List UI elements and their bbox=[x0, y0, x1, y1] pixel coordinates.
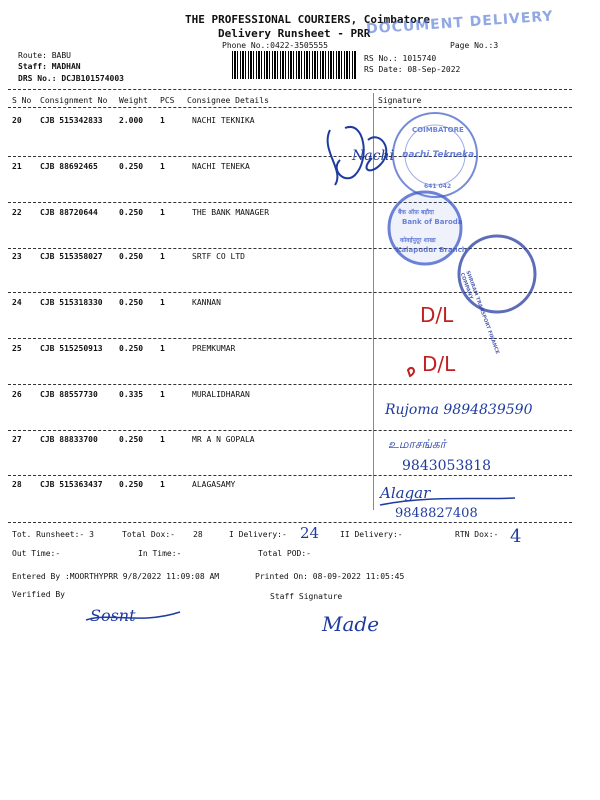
row25-mark bbox=[408, 368, 414, 376]
cell-weight: 0.250 bbox=[119, 480, 144, 489]
cell-consignment: CJB 515363437 bbox=[40, 480, 103, 489]
ii-delivery-label: II Delivery:- bbox=[340, 530, 403, 539]
row27-tamil-name: உமாசங்கர் bbox=[388, 437, 446, 451]
row25-dl-mark: D/L bbox=[422, 352, 456, 376]
cell-pcs: 1 bbox=[160, 390, 165, 399]
cell-weight: 0.250 bbox=[119, 162, 144, 171]
page-number: Page No.:3 bbox=[450, 41, 499, 50]
col-sno: S No bbox=[12, 96, 32, 105]
col-signature: Signature bbox=[378, 96, 422, 105]
cell-pcs: 1 bbox=[160, 435, 165, 444]
cell-consignee: THE BANK MANAGER bbox=[192, 208, 270, 217]
cell-sno: 26 bbox=[12, 390, 22, 399]
stamp-bank-name: Bank of Baroda bbox=[402, 218, 463, 226]
row26-signature: Rujoma 9894839590 bbox=[385, 402, 533, 418]
staff-signature-label: Staff Signature bbox=[270, 592, 343, 601]
row28-signature: Alagar bbox=[380, 484, 431, 502]
rtn-dox-label: RTN Dox:- bbox=[455, 530, 499, 539]
col-consignment: Consignment No bbox=[40, 96, 108, 105]
in-time: In Time:- bbox=[138, 549, 182, 558]
totals-rule bbox=[8, 522, 572, 523]
cell-weight: 0.250 bbox=[119, 252, 144, 261]
cell-sno: 21 bbox=[12, 162, 22, 171]
cell-consignment: CJB 515342833 bbox=[40, 116, 103, 125]
row20-signature: Nachi bbox=[352, 148, 394, 164]
stamp-bank-branch: Kalapudur Branch bbox=[396, 246, 467, 254]
cell-sno: 22 bbox=[12, 208, 22, 217]
cell-pcs: 1 bbox=[160, 298, 165, 307]
verified-by-label: Verified By bbox=[12, 590, 65, 599]
printed-on: Printed On: 08-09-2022 11:05:45 bbox=[255, 572, 405, 581]
rtn-dox-handwritten: 4 bbox=[510, 526, 522, 547]
cell-pcs: 1 bbox=[160, 344, 165, 353]
total-dox-label: Total Dox:- bbox=[122, 530, 175, 539]
cell-consignment: CJB 88833700 bbox=[40, 435, 98, 444]
cell-consignment: CJB 88692465 bbox=[40, 162, 98, 171]
rs-number: RS No.: 1015740 bbox=[364, 54, 437, 63]
entered-by: Entered By :MOORTHYPRR 9/8/2022 11:09:08 AM bbox=[12, 572, 220, 581]
row28-phone: 9848827408 bbox=[395, 506, 478, 521]
cell-consignee: ALAGASAMY bbox=[192, 480, 236, 489]
i-delivery-handwritten: 24 bbox=[300, 524, 320, 542]
cell-weight: 2.000 bbox=[119, 116, 144, 125]
cell-consignee: MR A N GOPALA bbox=[192, 435, 255, 444]
cell-consignee: NACHI TENEKA bbox=[192, 162, 250, 171]
cell-sno: 25 bbox=[12, 344, 22, 353]
cell-weight: 0.250 bbox=[119, 298, 144, 307]
row24-dl-mark: D/L bbox=[420, 303, 454, 327]
cell-weight: 0.250 bbox=[119, 344, 144, 353]
cell-pcs: 1 bbox=[160, 252, 165, 261]
stamp-bank-hindi: बैंक ऑफ़ बड़ौदा bbox=[398, 209, 434, 216]
staff: Staff: MADHAN bbox=[18, 62, 81, 71]
cell-weight: 0.335 bbox=[119, 390, 144, 399]
stamp-srtf: SHRIRAM TRANSPORT FINANCE COMPANY bbox=[458, 270, 501, 355]
verified-signature: Sosnt bbox=[90, 606, 136, 625]
cell-consignee: SRTF CO LTD bbox=[192, 252, 245, 261]
drs-number: DRS No.: DCJB101574003 bbox=[18, 74, 124, 83]
cell-consignee: NACHI TEKNIKA bbox=[192, 116, 255, 125]
cell-pcs: 1 bbox=[160, 162, 165, 171]
cell-sno: 20 bbox=[12, 116, 22, 125]
out-time: Out Time:- bbox=[12, 549, 61, 558]
cell-pcs: 1 bbox=[160, 208, 165, 217]
route: Route: BABU bbox=[18, 51, 71, 60]
col-weight: Weight bbox=[119, 96, 148, 105]
cell-consignment: CJB 515250913 bbox=[40, 344, 103, 353]
staff-signature: Made bbox=[322, 612, 380, 636]
cell-pcs: 1 bbox=[160, 480, 165, 489]
row27-phone: 9843053818 bbox=[402, 458, 492, 474]
stamp-coimbatore-bot: 641 042 bbox=[424, 183, 452, 190]
cell-consignment: CJB 88720644 bbox=[40, 208, 98, 217]
col-consignee: Consignee Details bbox=[187, 96, 269, 105]
cell-consignment: CJB 88557730 bbox=[40, 390, 98, 399]
cell-consignee: KANNAN bbox=[192, 298, 221, 307]
total-pod: Total POD:- bbox=[258, 549, 311, 558]
stamp-bank-branch-hindi: कोवईपुदूर शाखा bbox=[400, 237, 436, 244]
cell-weight: 0.250 bbox=[119, 435, 144, 444]
total-dox-value: 28 bbox=[193, 530, 203, 539]
stamp-coimbatore-mid: nachi Tekneka bbox=[402, 150, 475, 160]
document-delivery-stamp: DOCUMENT DELIVERY bbox=[365, 8, 555, 38]
cell-consignee: PREMKUMAR bbox=[192, 344, 236, 353]
cell-pcs: 1 bbox=[160, 116, 165, 125]
company-title: THE PROFESSIONAL COURIERS, Coimbatore bbox=[185, 13, 431, 26]
cell-sno: 23 bbox=[12, 252, 22, 261]
cell-sno: 24 bbox=[12, 298, 22, 307]
cell-consignment: CJB 515358027 bbox=[40, 252, 103, 261]
cell-weight: 0.250 bbox=[119, 208, 144, 217]
runsheet-subtitle: Delivery Runsheet - PRR bbox=[218, 27, 371, 40]
cell-sno: 28 bbox=[12, 480, 22, 489]
tot-runsheet: Tot. Runsheet:- 3 bbox=[12, 530, 94, 539]
rs-date: RS Date: 08-Sep-2022 bbox=[364, 65, 461, 74]
col-pcs: PCS bbox=[160, 96, 175, 105]
cell-consignment: CJB 515318330 bbox=[40, 298, 103, 307]
phone-number: Phone No.:0422-3505555 bbox=[222, 41, 328, 50]
cell-consignee: MURALIDHARAN bbox=[192, 390, 250, 399]
cell-sno: 27 bbox=[12, 435, 22, 444]
stamp-coimbatore-top: COIMBATORE bbox=[412, 126, 464, 134]
i-delivery-label: I Delivery:- bbox=[229, 530, 287, 539]
